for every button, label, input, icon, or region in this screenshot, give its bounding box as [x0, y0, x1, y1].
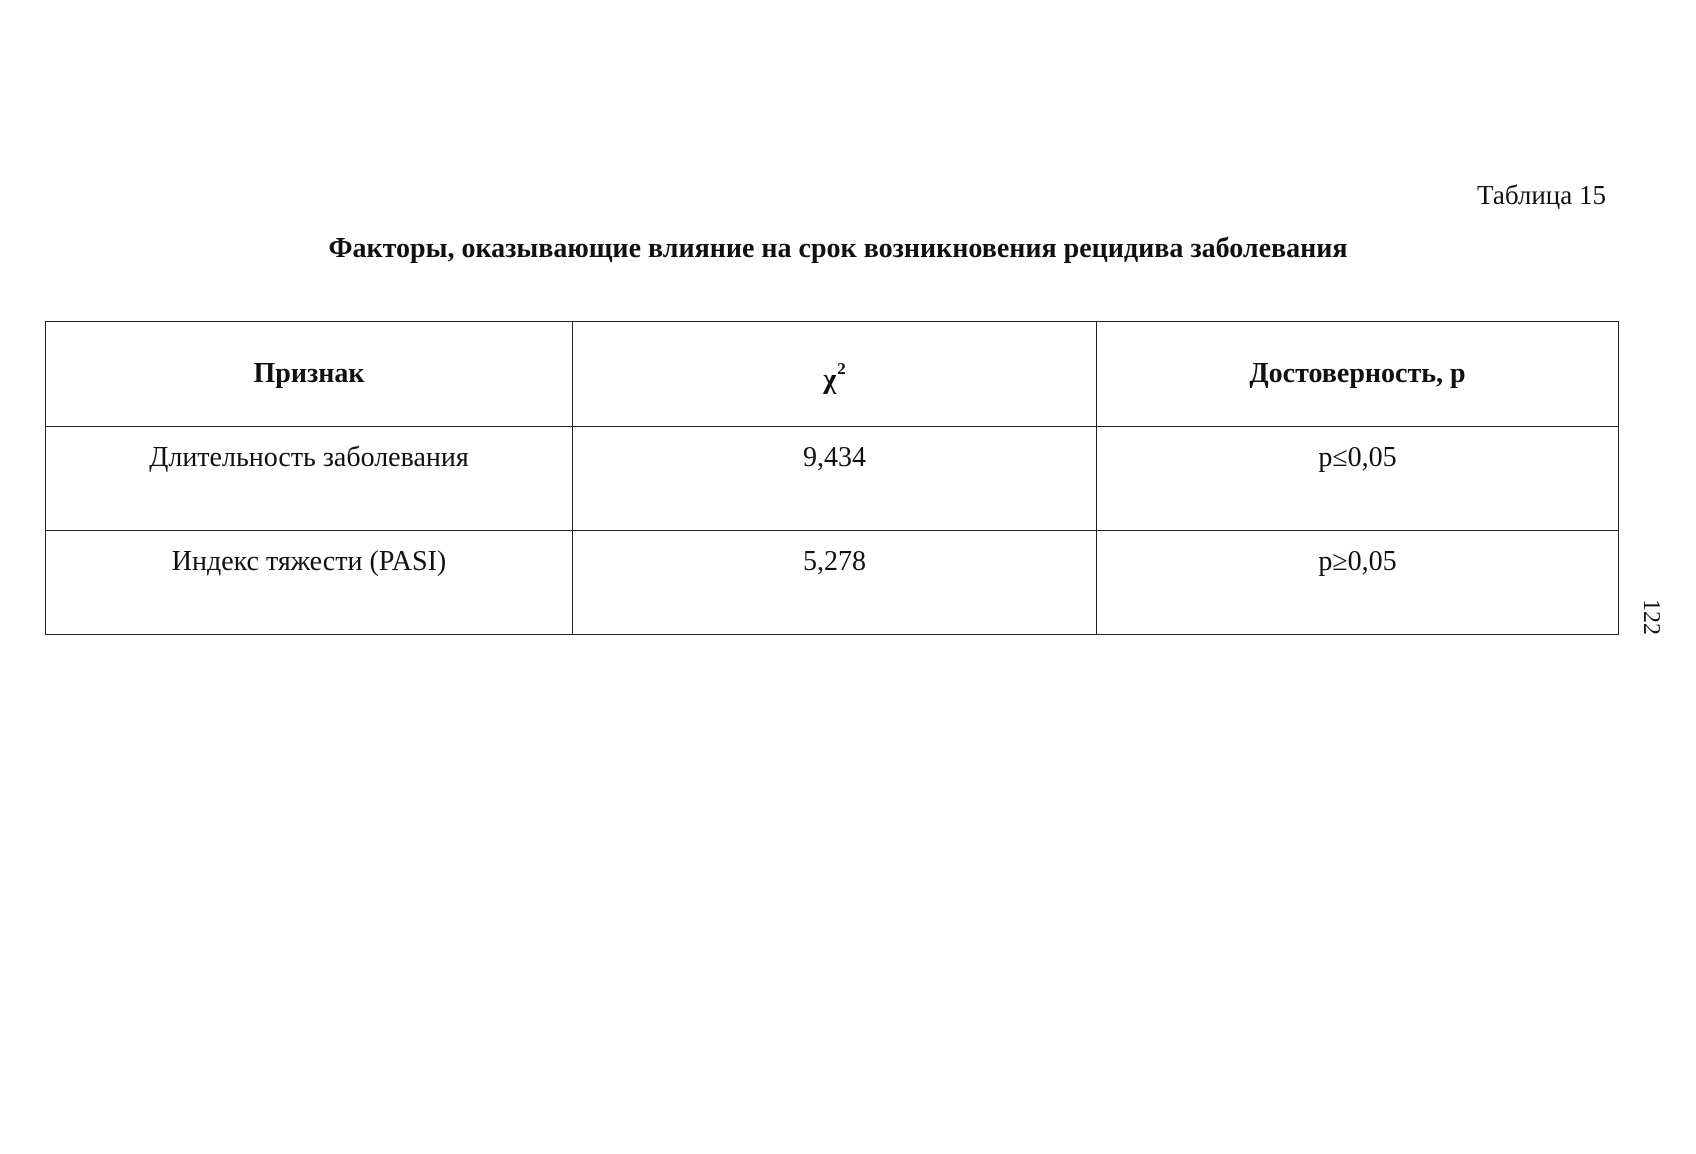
factors-table — [45, 321, 1619, 635]
row-feature-cell: Индекс тяжести (PASI) — [46, 531, 573, 635]
row-significance-cell: р≤0,05 — [1097, 427, 1619, 531]
table-header-row — [46, 322, 1619, 427]
table-number: Таблица 15 — [1477, 180, 1606, 210]
chi-superscript: 2 — [837, 358, 846, 378]
row-chi-square-cell: 9,434 — [573, 427, 1097, 531]
table-row — [46, 531, 1619, 635]
chi-symbol: χ — [823, 363, 837, 395]
table-row — [46, 427, 1619, 531]
row-chi-square-cell: 5,278 — [573, 531, 1097, 635]
table-title: Факторы, оказывающие влияние на срок возникновения рецидива заболевания — [328, 233, 1348, 264]
header-significance: Достоверность, р — [1097, 322, 1619, 427]
row-feature-cell: Длительность заболевания — [46, 427, 573, 531]
header-feature: Признак — [46, 322, 573, 427]
row-significance-cell: р≥0,05 — [1097, 531, 1619, 635]
page-number: 122 — [1638, 599, 1664, 635]
header-chi-square — [573, 322, 1097, 427]
